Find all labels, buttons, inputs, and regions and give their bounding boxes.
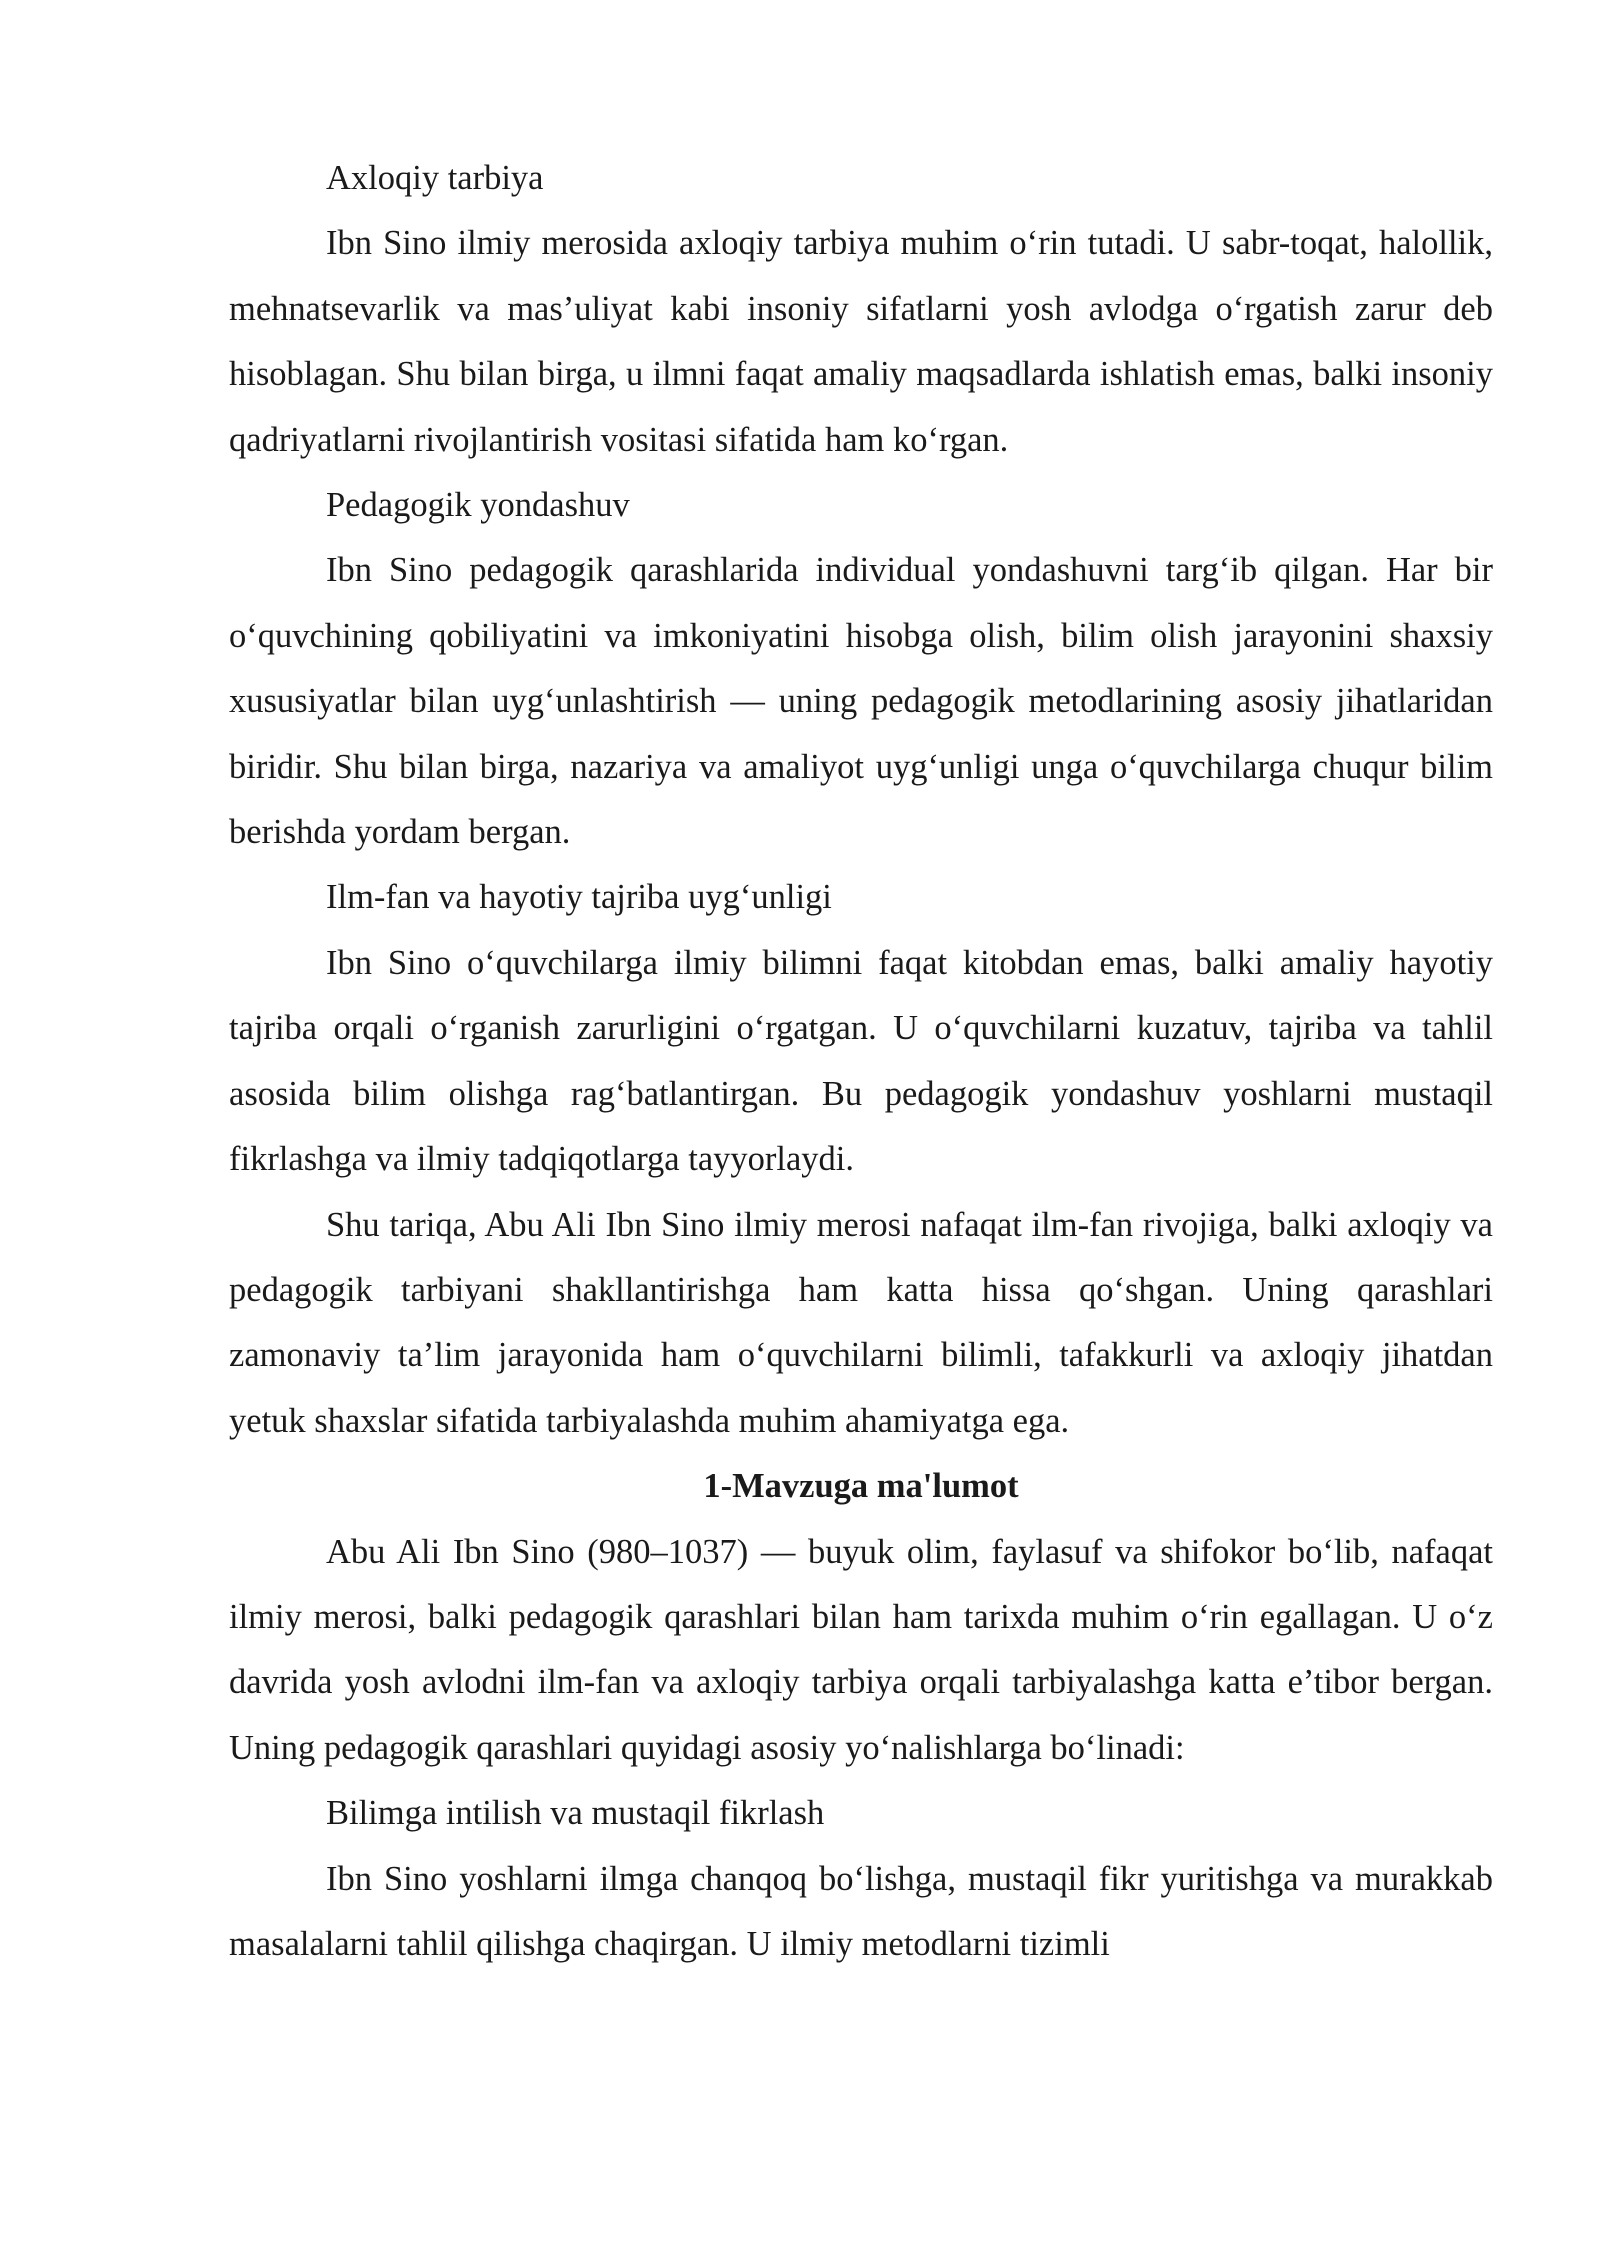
subheading-science-and-life: Ilm-fan va hayotiy tajriba uyg‘unligi [326, 878, 832, 917]
body-paragraph: Shu tariqa, Abu Ali Ibn Sino ilmiy merosi nafaqat ilm-fan rivojiga, balki axloqiy va pedagogik tarbiyani shakllantirishga ham katta hissa qo‘shgan. Uning qarashlari zamonaviy ta’lim jarayonida ham o‘quvchilarni bilimli, tafakkurli va axloqiy jihatdan yetuk shaxslar sifatida tarbiyalashda muhim ahamiyatga ega. [229, 1205, 1493, 1440]
body-paragraph: Ibn Sino ilmiy merosida axloqiy tarbiya muhim o‘rin tutadi. U sabr-toqat, halollik, mehnatsevarlik va mas’uliyat kabi insoniy sifatlarni yosh avlodga o‘rgatish zarur deb hisoblagan. Shu bilan birga, u ilmni faqat amaliy maqsadlarda ishlatish emas, balki insoniy qadriyatlarni rivojlantirish vositasi sifatida ham ko‘rgan. [229, 224, 1493, 459]
subheading-pedagogical-approach: Pedagogik yondashuv [326, 486, 630, 525]
body-paragraph: Ibn Sino pedagogik qarashlarida individual yondashuvni targ‘ib qilgan. Har bir o‘quvchining qobiliyatini va imkoniyatini hisobga olish, bilim olish jarayonini shaxsiy xususiyatlar bilan uyg‘unlashtirish — uning pedagogik metodlarining asosiy jihatlaridan biridir. Shu bilan birga, nazariya va amaliyot uyg‘unligi unga o‘quvchilarga chuqur bilim berishda yordam bergan. [229, 551, 1493, 852]
body-paragraph: Ibn Sino yoshlarni ilmga chanqoq bo‘lishga, mustaqil fikr yuritishga va murakkab masalalarni tahlil qilishga chaqirgan. U ilmiy metodlarni tizimli [229, 1859, 1493, 1963]
section-title: 1-Mavzuga ma'lumot [703, 1467, 1019, 1506]
subheading-moral-education: Axloqiy tarbiya [326, 159, 544, 197]
document-page [229, 146, 1493, 1977]
body-paragraph: Abu Ali Ibn Sino (980–1037) — buyuk olim, faylasuf va shifokor bo‘lib, nafaqat ilmiy merosi, balki pedagogik qarashlari bilan ham tarixda muhim o‘rin egallagan. U o‘z davrida yosh avlodni ilm-fan va axloqiy tarbiya orqali tarbiyalashga katta e’tibor bergan. Uning pedagogik qarashlari quyidagi asosiy yo‘nalishlarga bo‘linadi: [229, 1532, 1493, 1767]
subheading-knowledge-thinking: Bilimga intilish va mustaqil fikrlash [326, 1794, 825, 1833]
body-paragraph: Ibn Sino o‘quvchilarga ilmiy bilimni faqat kitobdan emas, balki amaliy hayotiy tajriba orqali o‘rganish zarurligini o‘rgatgan. U o‘quvchilarni kuzatuv, tajriba va tahlil asosida bilim olishga rag‘batlantirgan. Bu pedagogik yondashuv yoshlarni mustaqil fikrlashga va ilmiy tadqiqotlarga tayyorlaydi. [229, 943, 1493, 1179]
